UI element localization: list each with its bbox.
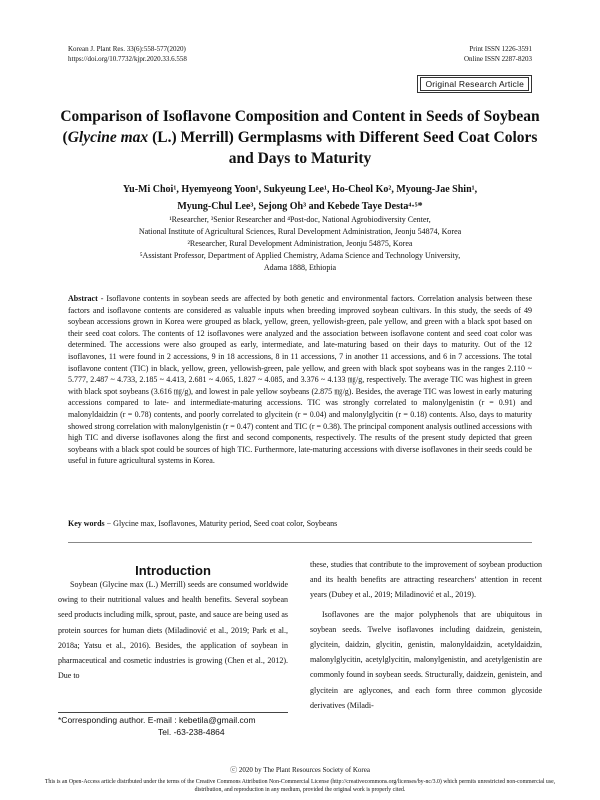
right-column [310,557,542,713]
corresponding-phone: Tel. -63-238-4864 [158,726,225,737]
corresponding-author [58,712,288,738]
doi-link[interactable]: https://doi.org/10.7732/kjpr.2020.33.6.558 [68,55,187,63]
left-column [58,577,288,683]
title-line-1: Comparison of Isoflavone Composition and Content in Seeds of Soybean [60,108,540,125]
authors-line-2: Myung-Chul Lee³, Sejong Oh³ and Kebede Taye Desta⁴·⁵* [177,201,423,212]
intro-paragraph-3: Isoflavones are the major polyphenols that are ubiquitous in soybean seeds. Twelve isoflavones including daidzein, genistein, glycitein, daidzin, glycitin, genistin, malonyldaidzin, acetyldaidzin, malonylglycitin, acetylglycitin, malonylgenistin, and acetylgenistin are commonly found in soybean seeds. Structurally, daidzein, genistein, and glycitein are aglycones, and each form three common glycoside derivatives (Miladi- [310,609,542,710]
affiliation-line: National Institute of Agricultural Sciences, Rural Development Administration, Jeonju 54874, Korea [138,227,462,236]
journal-header [68,44,187,64]
keywords [68,518,532,529]
title-species: Glycine max [67,129,149,146]
abstract-label: Abstract [68,294,98,303]
authors-line-1: Yu-Mi Choi¹, Hyemyeong Yoon¹, Sukyeung Lee¹, Ho-Cheol Ko², Myoung-Jae Shin¹, [122,184,478,195]
issn-header [464,44,532,64]
affiliation-line: Adama 1888, Ethiopia [263,263,337,272]
abstract-text: - Isoflavone contents in soybean seeds are affected by both genetic and environmental factors. Correlation analysis between these factors and isoflavone contents are considered as valuable inputs when breeding improved soybean cultivars. In this study, the seeds of 49 soybean accessions grown in Korea were grouped as black, yellow, green, yellowish-green, pale yellow, and green with a black spot based on their seed coat colors. The contents of 12 isoflavones were analyzed and the association between isoflavone content and seed coat color was determined. The accessions were also grouped as early, intermediate, and late-maturing based on their days to maturity. Out of the 12 isoflavones, 11 were found in 2 accessions, 9 in 18 accessions, 8 in 11 accessions, 7 in another 11 accessions, and 6 in 7 accessions. The total isoflavone content (TIC) in black, yellow, green, yellowish-green, pale yellow, and green with black spot soybeans was in the ranges 2.110 ~ 5.777, 2.487 ~ 4.733, 2.185 ~ 4.413, 2.681 ~ 4.065, 1.827 ~ 4.085, and 3.376 ~ 4.133 ㎎/g, respectively. The average TIC was highest in green with black spot soybeans (3.616 ㎎/g), and lowest in pale yellow soybeans (2.875 ㎎/g). Besides, the average TIC was lowest in early maturing accessions compared to late- and intermediate-maturing accessions. TIC was strongly correlated to malonylgenistin (r = 0.91) and malonyldaidzin (r = 0.78) contents, and poorly correlated to glycitein (r = 0.04) and malonylglycitin (r = 0.18) contents. Also, days to maturity showed strong correlation with malonylgenistin (r = 0.47) content and TIC (r = 0.38). The principal component analysis outlined accessions with high TIC and diverse isoflavones along the first and second components, respectively. The results of the present study depicted that green soybeans with a black spot could be sources of high TIC. Furthermore, late-maturing accessions with diverse isoflavones in their seeds could be useful in future agricultural systems in Korea. [68,294,532,466]
keywords-text: − Glycine max, Isoflavones, Maturity period, Seed coat color, Soybeans [104,519,338,528]
abstract [68,293,532,467]
license-notice: This is an Open-Access article distributed under the terms of the Creative Commons Attribution Non-Commercial License (http://creativecommons.org/licenses/by-nc/3.0) which permits unrestricted non-commercial use, distribution, and reproduction in any medium, provided the original work is properly cited. [44,779,556,793]
keywords-label: Key words [68,519,105,528]
title-line-3: and Days to Maturity [228,150,372,167]
affiliation-line: ⁵Assistant Professor, Department of Applied Chemistry, Adama Science and Technology University, [139,251,461,260]
section-divider [68,542,532,543]
paper-title [60,106,540,169]
online-issn: Online ISSN 2287-8203 [463,55,532,63]
journal-citation: Korean J. Plant Res. 33(6):558-577(2020) [68,45,186,53]
title-line-2: (Glycine max (L.) Merrill) Germplasms with Different Seed Coat Colors [62,129,538,146]
section-heading-introduction: Introduction [135,563,211,578]
affiliations [60,214,540,274]
affiliation-line: ²Researcher, Rural Development Administration, Jeonju 54875, Korea [187,239,413,248]
intro-paragraph-1: Soybean (Glycine max (L.) Merrill) seeds are consumed worldwide owing to their nutritional values and health benefits. Several soybean seed products including milk, sprout, paste, and sauce are being used as protein sources for human diets (Miladinović et al., 2019; Park et al., 2018a; Yatsu et al., 2016). Besides, the application of soybean in pharmaceutical and cosmetic industries is growing (Chen et al., 2012). Due to [58,580,288,681]
article-type-label: Original Research Article [420,77,529,91]
intro-paragraph-2: these, studies that contribute to the improvement of soybean production and its health benefits are attracting researchers’ attention in recent years (Dubey et al., 2019; Miladinović et al., 2019). [310,560,542,600]
copyright: ⓒ 2020 by The Plant Resources Society of Korea [230,766,370,774]
corresponding-email[interactable]: *Corresponding author. E-mail : kebetila@gmail.com [58,715,256,725]
author-list [60,181,540,215]
print-issn: Print ISSN 1226-3591 [469,45,532,53]
article-type-badge [417,75,532,93]
affiliation-line: ¹Researcher, ³Senior Researcher and ⁴Post-doc, National Agrobiodiversity Center, [169,215,431,224]
